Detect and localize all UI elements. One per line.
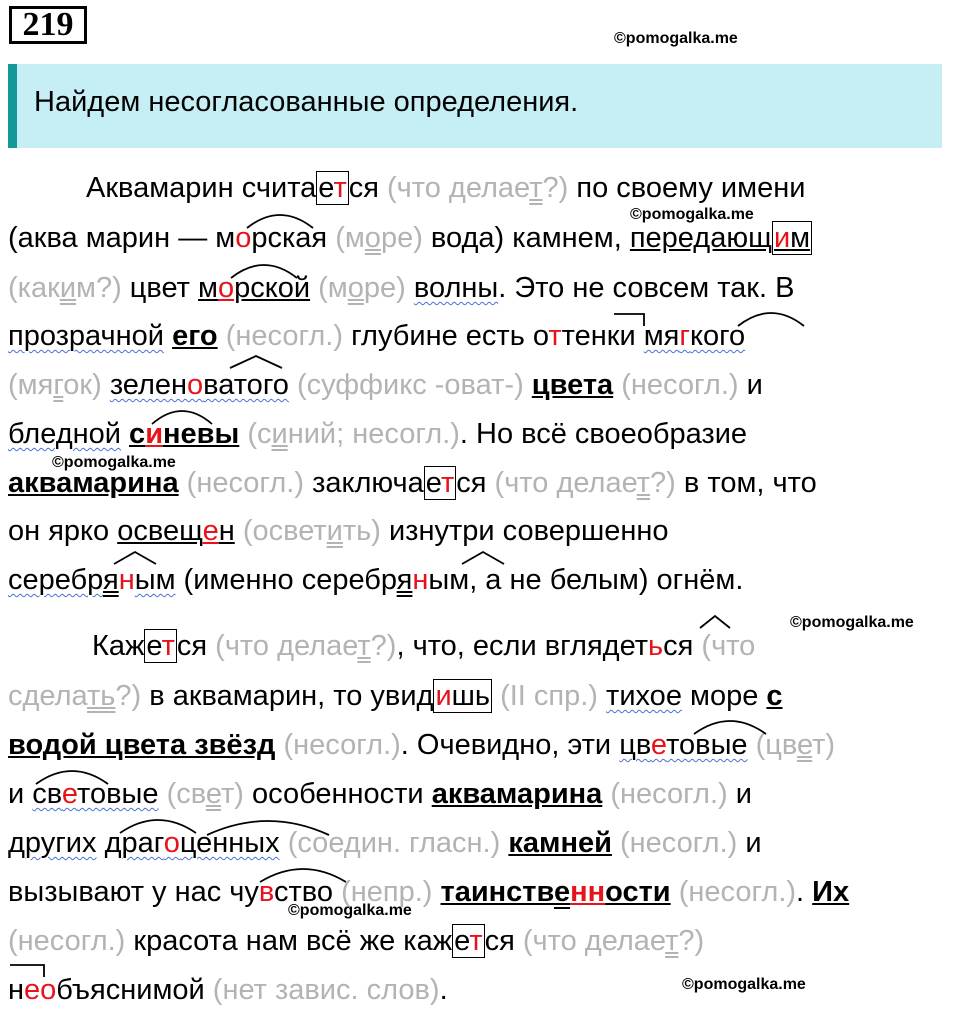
text-segment: и (59, 272, 77, 304)
text-segment (121, 418, 129, 450)
text-segment: серебр (8, 564, 103, 596)
text-segment: ть) (342, 515, 381, 547)
text-segment: е (650, 729, 667, 761)
prefix-mark (612, 310, 646, 328)
text-segment: цвет (121, 272, 199, 304)
text-segment: в (258, 876, 275, 908)
text-line (8, 511, 669, 551)
text-segment: (мя (8, 369, 54, 401)
root-arc-mark (205, 813, 331, 837)
text-segment: (суффикс -оват-) (296, 369, 524, 401)
text-segment: н (412, 564, 429, 596)
text-segment (406, 272, 414, 304)
text-segment (159, 778, 167, 810)
text-segment: вызывают у нас чу (8, 876, 259, 908)
text-segment: ний; несогл.) (287, 418, 460, 450)
text-segment: т (548, 320, 562, 352)
text-segment: . Очевидно, эти (400, 729, 620, 761)
text-segment: ватого (203, 369, 289, 401)
text-segment: таинств (440, 876, 554, 908)
text-segment: м (198, 272, 218, 304)
text-segment (218, 320, 226, 352)
root-arc-mark (118, 813, 198, 835)
text-segment: (несогл.) (225, 320, 344, 352)
text-segment: (м (335, 222, 365, 254)
text-segment: т (529, 172, 543, 204)
text-segment: ть (87, 680, 116, 712)
text-segment: прозрачной (8, 320, 165, 352)
text-segment: (аква марин — м (8, 222, 236, 254)
text-segment: освещ (117, 515, 203, 547)
text-segment: , что, если вглядет (396, 630, 649, 662)
text-line (8, 414, 747, 454)
text-segment: товые (77, 778, 159, 810)
text-segment: (несогл.) (186, 467, 305, 499)
text-line (8, 676, 783, 716)
text-line (8, 560, 743, 600)
text-line (8, 872, 849, 912)
text-segment: и (727, 778, 752, 810)
text-segment: особенности (243, 778, 432, 810)
watermark: ©pomogalka.me (52, 454, 176, 471)
text-segment: с (129, 418, 146, 450)
text-segment: св (32, 778, 62, 810)
text-segment: е (205, 778, 221, 810)
text-segment: ?) (542, 172, 569, 204)
text-segment (598, 680, 606, 712)
text-segment: он ярко (8, 515, 118, 547)
watermark: ©pomogalka.me (790, 614, 914, 631)
text-segment (613, 369, 621, 401)
text-segment: (несогл.) (8, 925, 126, 957)
text-segment: ?) (678, 925, 705, 957)
text-line (8, 218, 812, 258)
text-segment (432, 876, 440, 908)
text-segment: о (217, 272, 235, 304)
text-segment: по своему имени (568, 172, 806, 204)
text-segment: водой цвета звёзд (8, 729, 276, 761)
text-segment: в том, что (675, 467, 817, 499)
text-segment: мя (643, 320, 680, 352)
text-segment: е (553, 876, 571, 908)
suffix-hat-mark (112, 550, 158, 566)
text-segment: ишь (435, 680, 491, 712)
text-segment: н (118, 564, 135, 596)
text-segment: и (738, 369, 763, 401)
text-segment: ?) (370, 630, 397, 662)
text-segment: и (8, 778, 33, 810)
text-line (86, 168, 805, 208)
text-segment: (что (701, 630, 756, 662)
watermark: ©pomogalka.me (288, 902, 412, 919)
text-segment: бледной (8, 418, 121, 450)
text-segment: ым, а не белым) огнём. (428, 564, 744, 596)
text-segment: ся (663, 630, 702, 662)
text-segment: . Это не совсем так. В (498, 272, 795, 304)
highlighted-letter: и (435, 680, 452, 712)
text-segment: и (737, 827, 762, 859)
text-segment: кого (689, 320, 746, 352)
text-segment: о (364, 222, 381, 254)
text-segment: драг (104, 827, 164, 859)
text-segment: ся (484, 925, 523, 957)
text-segment (524, 369, 532, 401)
text-segment: рская (251, 222, 336, 254)
text-segment (671, 876, 679, 908)
root-arc-mark (692, 714, 768, 736)
text-segment: и (271, 418, 288, 450)
text-segment: (непр.) (341, 876, 433, 908)
text-segment: н (218, 515, 235, 547)
text-segment: о (163, 827, 180, 859)
text-segment: ?) (115, 680, 142, 712)
root-arc-mark (258, 862, 348, 884)
text-segment: заключа (304, 467, 424, 499)
text-segment: (II спр.) (500, 680, 598, 712)
text-segment: т (636, 467, 651, 499)
root-arc-mark (229, 258, 299, 280)
text-segment: (соедин. гласн.) (287, 827, 501, 859)
text-segment: зелен (109, 369, 188, 401)
task-heading: Найдем несогласованные определения. (34, 86, 579, 118)
text-segment: (с (247, 418, 272, 450)
text-segment: (нет завис. слов) (212, 974, 440, 1006)
text-segment: вода) камнем, (422, 222, 630, 254)
text-segment: рской (234, 272, 311, 304)
highlighted-letter: т (333, 172, 347, 204)
text-segment: им (773, 222, 811, 254)
text-segment: ство (274, 876, 342, 908)
root-arc-mark (34, 764, 110, 786)
text-segment: с (766, 680, 783, 712)
text-segment: ости (605, 876, 671, 908)
text-segment: о (187, 369, 204, 401)
watermark: ©pomogalka.me (614, 30, 738, 47)
text-segment (97, 827, 105, 859)
text-segment: (что делае (215, 630, 358, 662)
text-segment: е (202, 515, 219, 547)
text-segment: ре) (380, 222, 423, 254)
text-segment: . (796, 876, 813, 908)
text-segment: о (347, 272, 364, 304)
task-banner (8, 64, 942, 148)
text-segment: (как (8, 272, 60, 304)
text-segment: (несогл.) (619, 827, 738, 859)
text-segment: (что делае (387, 172, 530, 204)
text-segment: (что делае (522, 925, 666, 957)
text-segment: аквамарина (8, 467, 179, 499)
text-segment: ым (134, 564, 176, 596)
text-segment: Их (812, 876, 850, 908)
text-segment: и (326, 515, 343, 547)
text-segment: Каж (92, 630, 145, 662)
text-segment: т (665, 925, 679, 957)
exercise-number: 219 (9, 6, 87, 44)
text-segment: т) (220, 778, 244, 810)
suffix-hat-mark (460, 550, 506, 566)
text-segment: цв (619, 729, 651, 761)
root-arc-mark (245, 208, 315, 230)
text-segment: (несогл.) (283, 729, 401, 761)
text-segment: море (681, 680, 767, 712)
watermark: ©pomogalka.me (682, 976, 806, 993)
prefix-mark (8, 961, 46, 979)
text-segment: ?) (650, 467, 676, 499)
text-segment: изнутри совершенно (380, 515, 669, 547)
text-segment: о (235, 222, 252, 254)
text-segment: н (8, 974, 25, 1006)
text-segment: . Но всё своеобразие (459, 418, 748, 450)
text-line (8, 970, 448, 1010)
text-segment: (освет (242, 515, 327, 547)
text-segment: ся (456, 467, 495, 499)
highlighted-letter: и (773, 222, 791, 254)
text-segment: ре) (363, 272, 406, 304)
text-segment: ок) (63, 369, 102, 401)
text-segment: товые (666, 729, 748, 761)
highlighted-letter: т (161, 630, 175, 662)
suffix-hat-mark (228, 354, 284, 370)
text-segment: (несогл.) (621, 369, 739, 401)
text-segment: волны (413, 272, 499, 304)
text-segment: (именно серебр (175, 564, 397, 596)
text-segment: тенки (561, 320, 644, 352)
text-segment: ет (318, 172, 347, 204)
text-segment: нн (570, 876, 606, 908)
text-line (92, 626, 755, 666)
text-segment: я (102, 564, 119, 596)
highlighted-letter: т (440, 467, 455, 499)
text-segment (492, 680, 500, 712)
text-segment: Аквамарин счита (86, 172, 317, 204)
text-segment: е (61, 778, 78, 810)
text-segment (179, 467, 187, 499)
text-segment: ся (348, 172, 388, 204)
text-segment: цвета (531, 369, 614, 401)
text-segment (612, 827, 620, 859)
text-line (8, 365, 763, 405)
text-segment: г (679, 320, 690, 352)
text-segment: (несогл.) (610, 778, 728, 810)
text-line (8, 774, 752, 814)
text-segment: м?) (76, 272, 122, 304)
text-segment: ет (454, 925, 483, 957)
text-segment: красота нам всё же каж (125, 925, 453, 957)
text-segment: невы (163, 418, 240, 450)
text-line (8, 921, 704, 961)
text-segment: (м (318, 272, 348, 304)
text-segment: ет (146, 630, 175, 662)
suffix-hat-mark (698, 614, 732, 630)
text-segment: т (357, 630, 371, 662)
text-segment: его (172, 320, 218, 352)
text-segment: ся (176, 630, 216, 662)
text-segment: ценных (179, 827, 280, 859)
text-segment: я (396, 564, 413, 596)
text-segment: ео (24, 974, 57, 1006)
text-segment: бъяснимой (56, 974, 213, 1006)
text-segment: ет (425, 467, 455, 499)
text-segment (102, 369, 110, 401)
text-segment (310, 272, 318, 304)
text-segment: (несогл.) (678, 876, 797, 908)
text-segment (164, 320, 172, 352)
watermark: ©pomogalka.me (630, 206, 754, 223)
root-arc-mark (736, 306, 806, 328)
text-segment (289, 369, 297, 401)
text-segment: (что делае (494, 467, 637, 499)
text-segment: е (796, 729, 813, 761)
text-segment: передающ (629, 222, 772, 254)
text-segment (235, 515, 243, 547)
text-segment: аквамарина (431, 778, 603, 810)
text-segment: и (145, 418, 164, 450)
text-segment: в аквамарин, то увид (141, 680, 434, 712)
text-segment: глубине есть о (343, 320, 549, 352)
text-segment: т) (812, 729, 836, 761)
text-segment: (св (166, 778, 206, 810)
text-segment: тихое (606, 680, 682, 712)
root-arc-mark (150, 404, 214, 426)
text-segment: камней (508, 827, 612, 859)
text-segment: сдела (8, 680, 87, 712)
text-segment: (цв (755, 729, 797, 761)
text-segment: ь (648, 630, 664, 662)
text-segment: других (8, 827, 97, 859)
highlighted-letter: т (469, 925, 483, 957)
text-segment: г (53, 369, 64, 401)
text-line (8, 268, 794, 308)
text-segment: . (439, 974, 448, 1006)
